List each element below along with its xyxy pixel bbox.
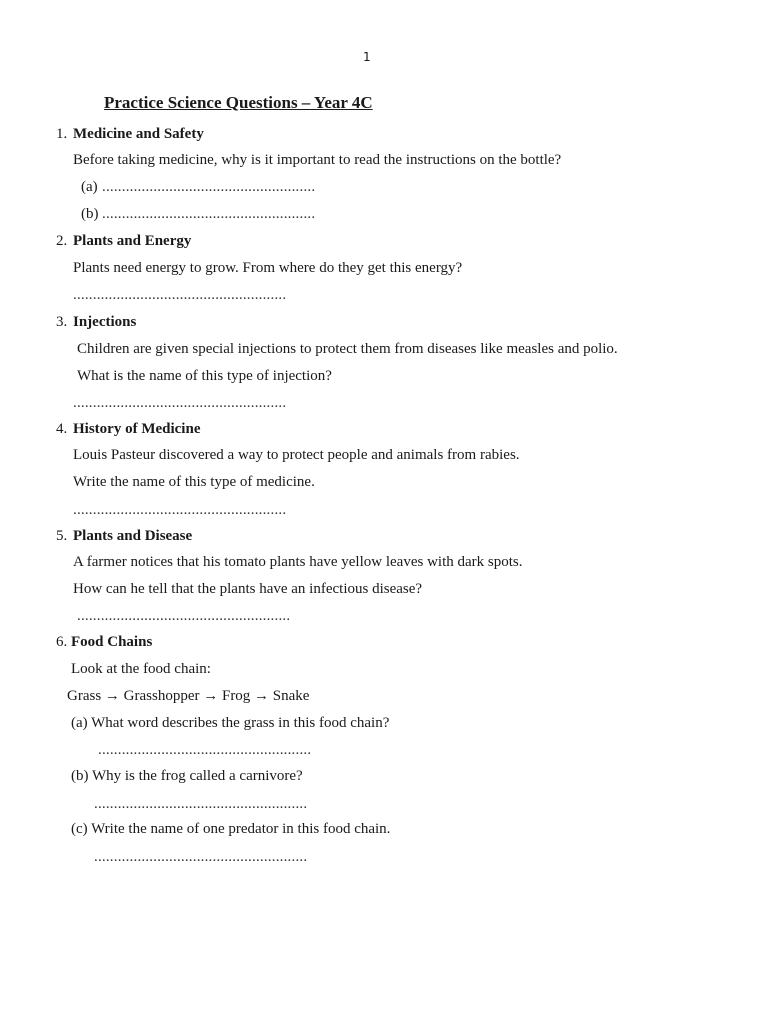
question-2-answer-line[interactable]: ...................................................... bbox=[73, 287, 287, 303]
question-6c-answer-line[interactable]: ...................................................... bbox=[94, 849, 308, 865]
question-5-answer-line[interactable]: ...................................................... bbox=[77, 608, 291, 624]
question-4-text-1: Louis Pasteur discovered a way to protect people and animals from rabies. bbox=[73, 447, 520, 463]
page-title: Practice Science Questions – Year 4C bbox=[104, 93, 373, 112]
question-3-text-1: Children are given special injections to protect them from diseases like measles and polio. bbox=[77, 341, 618, 357]
question-4-number: 4. bbox=[56, 421, 68, 437]
question-4-answer-line[interactable]: ...................................................... bbox=[73, 502, 287, 518]
question-6a-answer-line[interactable]: ...................................................... bbox=[98, 742, 312, 758]
question-2-text: Plants need energy to grow. From where do they get this energy? bbox=[73, 260, 463, 276]
question-5-text-2: How can he tell that the plants have an infectious disease? bbox=[73, 581, 423, 597]
question-1b-answer-line[interactable]: ...................................................... bbox=[102, 206, 316, 222]
question-5-number: 5. bbox=[56, 528, 68, 544]
question-4-heading: History of Medicine bbox=[73, 421, 201, 437]
question-6-heading: Food Chains bbox=[71, 634, 153, 650]
question-3-number: 3. bbox=[56, 314, 68, 330]
question-1-heading: Medicine and Safety bbox=[73, 126, 204, 142]
question-2-heading: Plants and Energy bbox=[73, 233, 192, 249]
question-6b-answer-line[interactable]: ...................................................... bbox=[94, 796, 308, 812]
question-6b-text: (b) Why is the frog called a carnivore? bbox=[71, 768, 303, 784]
question-5-text-1: A farmer notices that his tomato plants have yellow leaves with dark spots. bbox=[73, 554, 523, 570]
question-3-text-2: What is the name of this type of injection? bbox=[77, 368, 332, 384]
question-1a-label: (a) bbox=[81, 179, 98, 195]
page-number: 1 bbox=[363, 50, 371, 64]
food-chain-text: Grass → Grasshopper → Frog → Snake bbox=[67, 688, 310, 704]
question-4-text-2: Write the name of this type of medicine. bbox=[73, 474, 315, 490]
question-1b-label: (b) bbox=[81, 206, 99, 222]
question-6-number: 6. bbox=[56, 634, 68, 650]
question-5-heading: Plants and Disease bbox=[73, 528, 193, 544]
question-3-answer-line[interactable]: ...................................................... bbox=[73, 395, 287, 411]
question-1-text: Before taking medicine, why is it important to read the instructions on the bottle? bbox=[73, 152, 562, 168]
question-6-intro: Look at the food chain: bbox=[71, 661, 211, 677]
question-1-number: 1. bbox=[56, 126, 68, 142]
question-1a-answer-line[interactable]: ...................................................... bbox=[102, 179, 316, 195]
question-3-heading: Injections bbox=[73, 314, 137, 330]
question-2-number: 2. bbox=[56, 233, 68, 249]
question-6c-text: (c) Write the name of one predator in this food chain. bbox=[71, 821, 391, 837]
question-6a-text: (a) What word describes the grass in this food chain? bbox=[71, 715, 390, 731]
